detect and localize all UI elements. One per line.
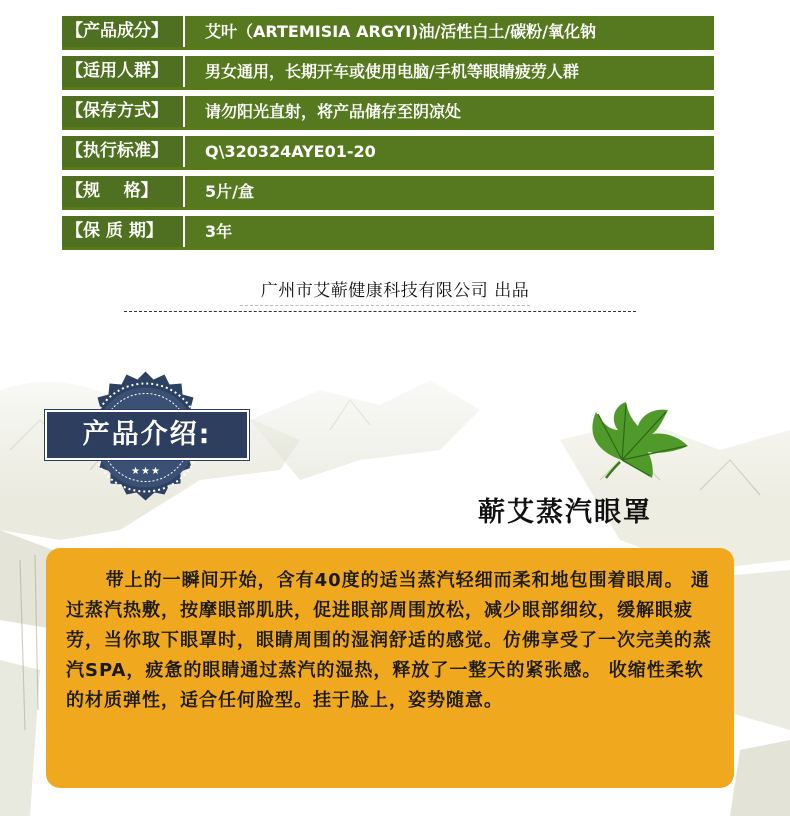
spec-row-spec — [62, 176, 714, 210]
spec-value: Q\320324AYE01-20 — [185, 136, 714, 167]
mugwort-leaf-icon — [582, 400, 692, 480]
spec-row-ingredients — [62, 16, 714, 50]
spec-value: 男女通用，长期开车或使用电脑/手机等眼睛疲劳人群 — [185, 56, 714, 87]
intro-banner: 产品介绍: — [45, 410, 249, 460]
company-credit: 广州市艾蕲健康科技有限公司 出品 — [260, 281, 530, 301]
spec-value: 3年 — [185, 216, 714, 247]
spec-label: 【产品成分】 — [62, 16, 185, 47]
spec-label: 【保存方式】 — [62, 96, 185, 127]
spec-value: 艾叶（ARTEMISIA ARGYI)油/活性白土/碳粉/氧化钠 — [185, 16, 714, 47]
divider-light — [240, 305, 530, 306]
spec-row-shelf-life — [62, 216, 714, 250]
spec-table — [62, 16, 714, 256]
spec-row-standard — [62, 136, 714, 170]
stars-decoration: ★★★ — [131, 466, 161, 477]
spec-value: 请勿阳光直射，将产品储存至阴凉处 — [185, 96, 714, 127]
intro-box — [46, 548, 734, 788]
spec-label: 【保 质 期】 — [62, 216, 185, 247]
spec-row-storage — [62, 96, 714, 130]
divider — [124, 311, 636, 312]
product-name: 蕲艾蒸汽眼罩 — [478, 497, 652, 528]
spec-label: 【适用人群】 — [62, 56, 185, 87]
spec-value: 5片/盒 — [185, 176, 714, 207]
spec-label: 【执行标准】 — [62, 136, 185, 167]
intro-description: 带上的一瞬间开始，含有40度的适当蒸汽轻细而柔和地包围着眼周。 通过蒸汽热敷，按摩眼部肌肤，促进眼部周围放松，减少眼部细纹，缓解眼疲劳，当你取下眼罩时，眼睛周围的湿润舒适的感觉。仿佛享受了一次完美的蒸汽SPA，疲惫的眼睛通过蒸汽的湿热，释放了一整天的紧张感。 收缩性柔软的材质弹性，适合任何脸型。挂于脸上，姿势随意。 — [66, 570, 712, 711]
spec-row-users — [62, 56, 714, 90]
spec-label: 【规 格】 — [62, 176, 185, 207]
